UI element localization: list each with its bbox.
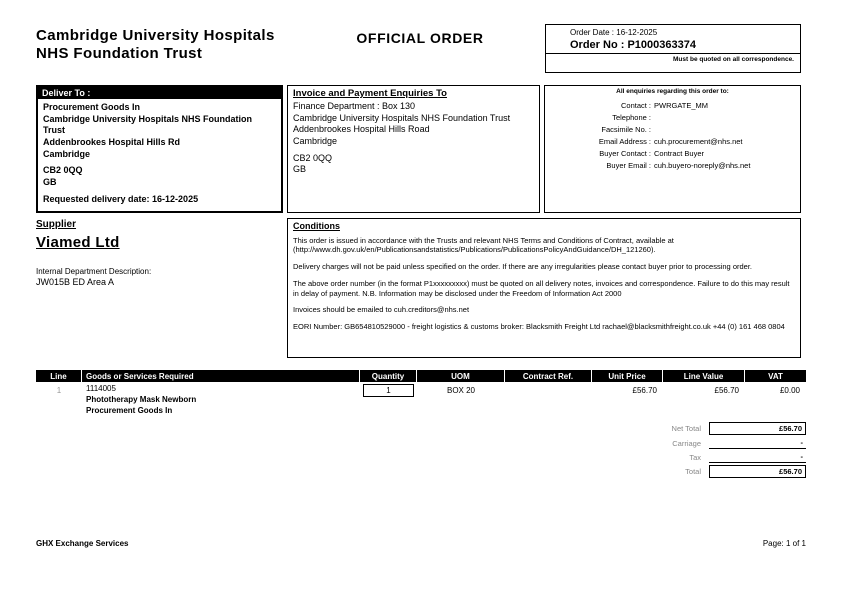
buyer-contact-row [549,148,796,160]
deliver-to-address [38,99,281,209]
header-goods: Goods or Services Required [82,370,360,382]
email-row [549,136,796,148]
buyer-contact-label: Buyer Contact : [599,149,651,158]
header-vat: VAT [768,371,783,381]
header-quantity: Quantity [360,370,417,382]
order-date-row [546,25,800,38]
invoice-postcode: CB2 0QQ [293,152,333,163]
order-number-value: P1000363374 [627,39,696,51]
carriage-label: Carriage [672,438,701,448]
grand-total-label: Total [685,467,701,476]
buyer-email-value: cuh.buyero-noreply@nhs.net [654,161,751,170]
header-contract-ref: Contract Ref. [505,370,592,382]
telephone-row [549,112,796,124]
conditions-paragraph: The above order number (in the format P1xxxxxxxxx) must be quoted on all delivery notes, invoices and correspondence. Failure to do this may result in delay of payment. N.B. Information may be disclosed under the Freedom of Information Act 2000 [293,278,790,298]
item-code: 1114005 [86,384,116,393]
buyer-contact-value: Contract Buyer [654,149,705,158]
footer-service-name: GHX Exchange Services [36,539,129,548]
tax-row [596,451,806,463]
conditions-paragraph: Invoices should be emailed to cuh.creditors@nhs.net [293,305,470,315]
facsimile-row [549,124,796,136]
buyer-email-label: Buyer Email : [606,161,651,170]
carriage-value: - [709,437,806,449]
conditions-paragraph: This order is issued in accordance with the Trusts and relevant NHS Terms and Conditions of Contract, available at (http://www.dh.gov.uk/en/Publicationsandstatistics/Publications/PublicationsPolicyAndGuidance/DH_121260). [293,235,674,255]
net-total-value: £56.70 [709,422,806,435]
deliver-to-line: Procurement Goods In [43,102,141,112]
header-uom: UOM [417,370,505,382]
item-vat: £0.00 [779,386,800,395]
order-date-label: Order Date : [570,28,615,37]
deliver-to-line: Cambridge [43,148,91,159]
invoice-address [293,101,534,176]
email-value: cuh.procurement@nhs.net [654,137,743,146]
item-contract-ref [505,384,592,386]
tax-value: - [709,451,806,463]
item-uom: BOX 20 [446,386,475,395]
telephone-label: Telephone : [612,113,651,122]
footer-page-number: Page: 1 of 1 [762,539,806,548]
email-label: Email Address : [598,137,651,146]
trust-name-line2: NHS Foundation Trust [36,45,203,62]
buyer-email-row [549,160,796,172]
items-table-header [36,370,806,382]
enquiries-title: All enquiries regarding this order to: [616,88,729,95]
contact-value: PWRGATE_MM [654,101,709,110]
net-total-label: Net Total [671,424,701,433]
contact-row [549,100,796,112]
conditions-box [287,218,801,358]
conditions-paragraph: EORI Number: GB654810529000 - freight logistics & customs broker: Blacksmith Freight Ltd rachael@blacksmithfreight.co.uk +44 (0) 161 468 0804 [293,322,785,332]
conditions-header: Conditions [293,221,340,231]
trust-name-line1: Cambridge University Hospitals [36,27,275,44]
trust-name [36,27,275,63]
order-quote-note: Must be quoted on all correspondence. [673,56,794,63]
item-quantity-value: 1 [363,384,414,397]
conditions-paragraph: Delivery charges will not be paid unless specified on the order. If there are any irregularities please contact buyer prior to processing order. [293,262,752,272]
invoice-enquiries-box [287,85,540,213]
order-number-label: Order No : [570,39,625,51]
item-line-number: 1 [56,386,62,395]
deliver-to-postcode: CB2 0QQ [43,165,83,176]
item-row [36,384,806,416]
invoice-line: Finance Department : Box 130 [293,101,416,111]
grand-total-value: £56.70 [709,465,806,478]
deliver-to-box [36,85,283,213]
internal-dept-value: JW015B ED Area A [36,277,115,287]
net-total-row [596,422,806,435]
invoice-line: Cambridge [293,136,338,147]
item-department: Procurement Goods In [86,405,173,415]
document-title: OFFICIAL ORDER [356,30,484,46]
header-line-value: Line Value [663,370,745,382]
invoice-enquiries-header: Invoice and Payment Enquiries To [293,88,447,99]
deliver-to-line: Addenbrookes Hospital Hills Rd [43,137,181,148]
header-unit-price: Unit Price [592,370,663,382]
order-number-row [546,38,800,54]
facsimile-label: Facsimile No. : [601,125,651,134]
contact-label: Contact : [620,101,651,110]
order-items-table [36,370,806,416]
supplier-section [36,219,276,287]
grand-total-row [596,465,806,478]
order-info-box [545,24,801,73]
invoice-country: GB [293,164,307,175]
requested-delivery-date: Requested delivery date: 16-12-2025 [43,193,199,204]
deliver-to-line: Cambridge University Hospitals NHS Foundation Trust [43,113,253,136]
item-description: Phototherapy Mask Newborn [86,394,197,404]
supplier-header: Supplier [36,219,77,230]
deliver-to-header: Deliver To : [38,87,281,99]
item-line-value: £56.70 [714,386,739,395]
item-quantity-cell [360,384,417,397]
invoice-line: Addenbrookes Hospital Hills Road [293,124,430,135]
internal-dept-label: Internal Department Description: [36,267,152,276]
supplier-name: Viamed Ltd [36,234,120,251]
deliver-to-country: GB [43,177,57,188]
tax-label: Tax [689,452,701,462]
item-goods-cell [82,384,360,416]
invoice-line: Cambridge University Hospitals NHS Foundation Trust [293,112,511,123]
totals-section [596,422,806,480]
carriage-row [596,437,806,449]
order-date-value: 16-12-2025 [616,28,658,37]
order-enquiries-box [544,85,801,213]
header-line: Line [36,370,82,382]
item-unit-price: £56.70 [632,386,657,395]
